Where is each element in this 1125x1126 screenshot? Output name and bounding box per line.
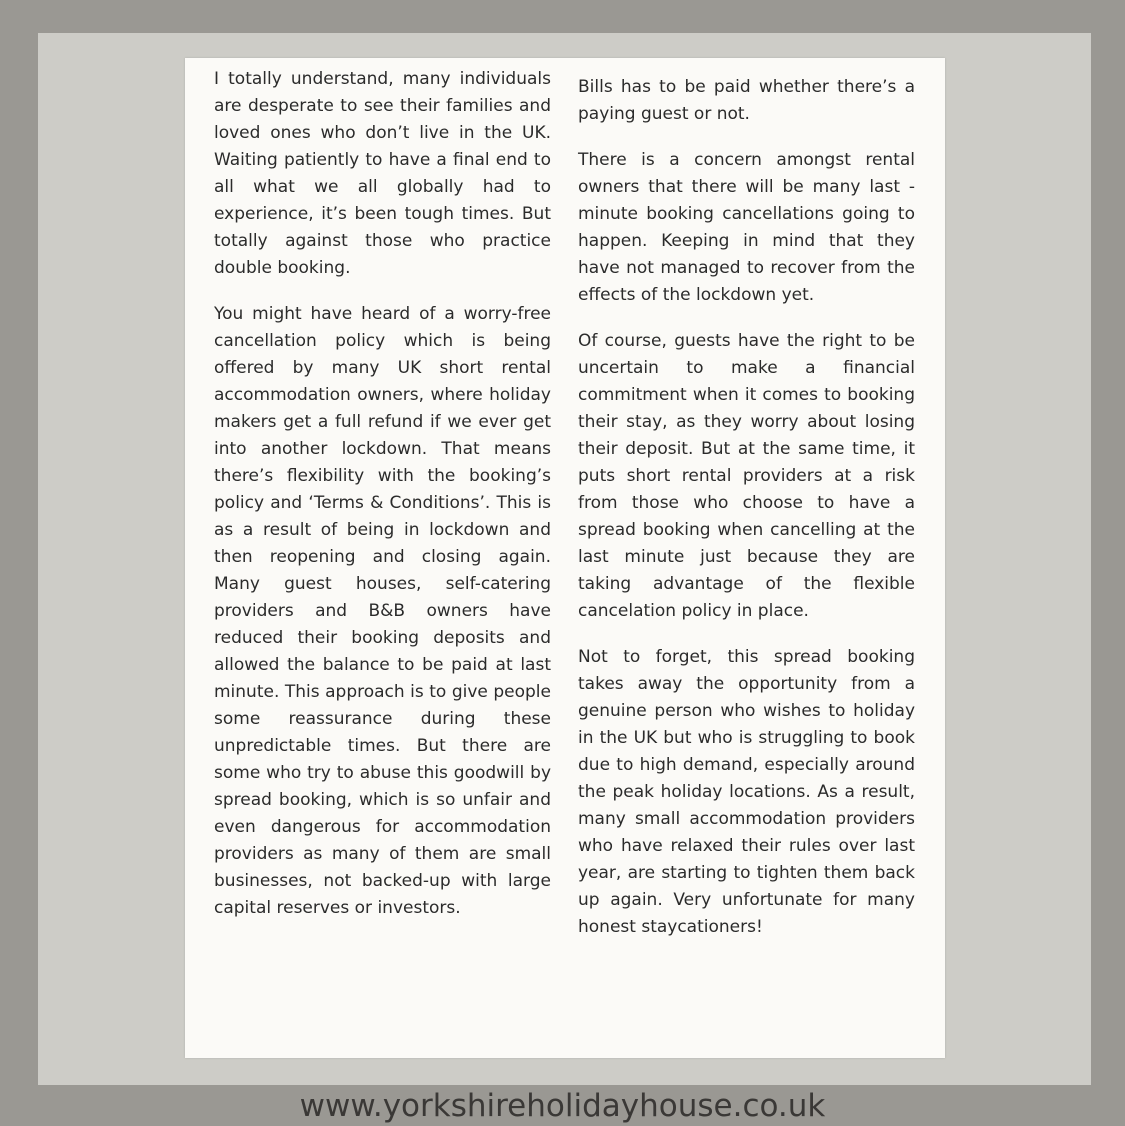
paragraph: Not to forget, this spread booking takes away the opportunity from a genuine person who wishes to holiday in the UK but who is struggling to book due to high demand, especially around the peak holiday locations. As a result, many small accommodation providers who have relaxed their rules over last year, are starting to tighten them back up again. Very unfortunate for many honest staycationers! <box>578 647 915 937</box>
website-url: www.yorkshireholidayhouse.co.uk <box>299 1088 826 1124</box>
paragraph: I totally understand, many individuals are desperate to see their families and loved ones who don’t live in the UK. Waiting patiently to have a final end to all what we all globally had to experience, it’s been tough times. But totally against those who practice double booking. <box>214 69 551 278</box>
paragraph: Of course, guests have the right to be uncertain to make a financial commitment when it comes to booking their stay, as they worry about losing their deposit. But at the same time, it puts short rental providers at a risk from those who choose to have a spread booking when cancelling at the last minute just because they are taking advantage of the flexible cancelation policy in place. <box>578 331 915 621</box>
paragraph: There is a concern amongst rental owners that there will be many last -minute booking cancellations going to happen. Keeping in mind that they have not managed to recover from the effects of the lockdown yet. <box>578 150 915 305</box>
right-column <box>578 74 915 941</box>
article-page <box>185 58 945 1058</box>
paragraph: Bills has to be paid whether there’s a paying guest or not. <box>578 77 915 124</box>
left-column <box>214 66 551 922</box>
paragraph: You might have heard of a worry-free cancellation policy which is being offered by many UK short rental accommodation owners, where holiday makers get a full refund if we ever get into another lockdown. That means there’s flexibility with the booking’s policy and ‘Terms & Conditions’. This is as a result of being in lockdown and then reopening and closing again. Many guest houses, self-catering providers and B&B owners have reduced their booking deposits and allowed the balance to be paid at last minute. This approach is to give people some reassurance during these unpredictable times. But there are some who try to abuse this goodwill by spread booking, which is so unfair and even dangerous for accommodation providers as many of them are small businesses, not backed-up with large capital reserves or investors. <box>214 304 551 918</box>
